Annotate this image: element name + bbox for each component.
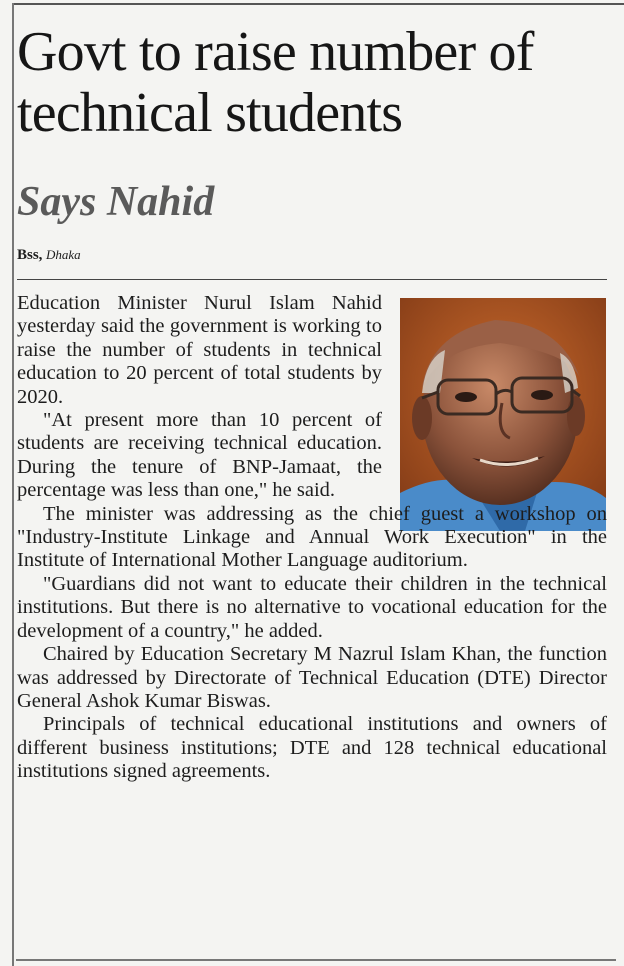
- byline-place: Dhaka: [45, 247, 81, 262]
- top-border: [12, 3, 624, 5]
- article-body: [17, 292, 607, 784]
- paragraph-6: Principals of technical educational institutions and owners of different business institutions; DTE and 128 technical educational institutions signed agreements.: [17, 713, 607, 783]
- bottom-border: [16, 959, 616, 961]
- paragraph-2: "At present more than 10 percent of students are receiving technical education. During the tenure of BNP-Jamaat, the percentage was less than one," he said.: [17, 409, 382, 502]
- left-border: [12, 3, 14, 966]
- byline: [17, 247, 81, 264]
- headline-rule: [17, 279, 607, 280]
- wrapped-column: [17, 292, 382, 503]
- paragraph-5: Chaired by Education Secretary M Nazrul Islam Khan, the function was addressed by Directorate of Technical Education (DTE) Director General Ashok Kumar Biswas.: [17, 643, 607, 712]
- headline: Govt to raise number of technical students: [17, 21, 534, 144]
- paragraph-4: "Guardians did not want to educate their children in the technical institutions. But there is no alternative to vocational education for the development of a country," he added.: [17, 572, 607, 642]
- kicker: Says Nahid: [17, 179, 215, 225]
- paragraph-1: Education Minister Nurul Islam Nahid yesterday said the government is working to raise the number of students in technical education to 20 percent of total students by 2020.: [17, 292, 382, 408]
- paragraph-3: The minister was addressing as the chief guest a workshop on "Industry-Institute Linkage and Annual Work Execution" in the Institute of International Mother Language auditorium.: [17, 502, 607, 572]
- byline-agency: Bss,: [17, 247, 43, 263]
